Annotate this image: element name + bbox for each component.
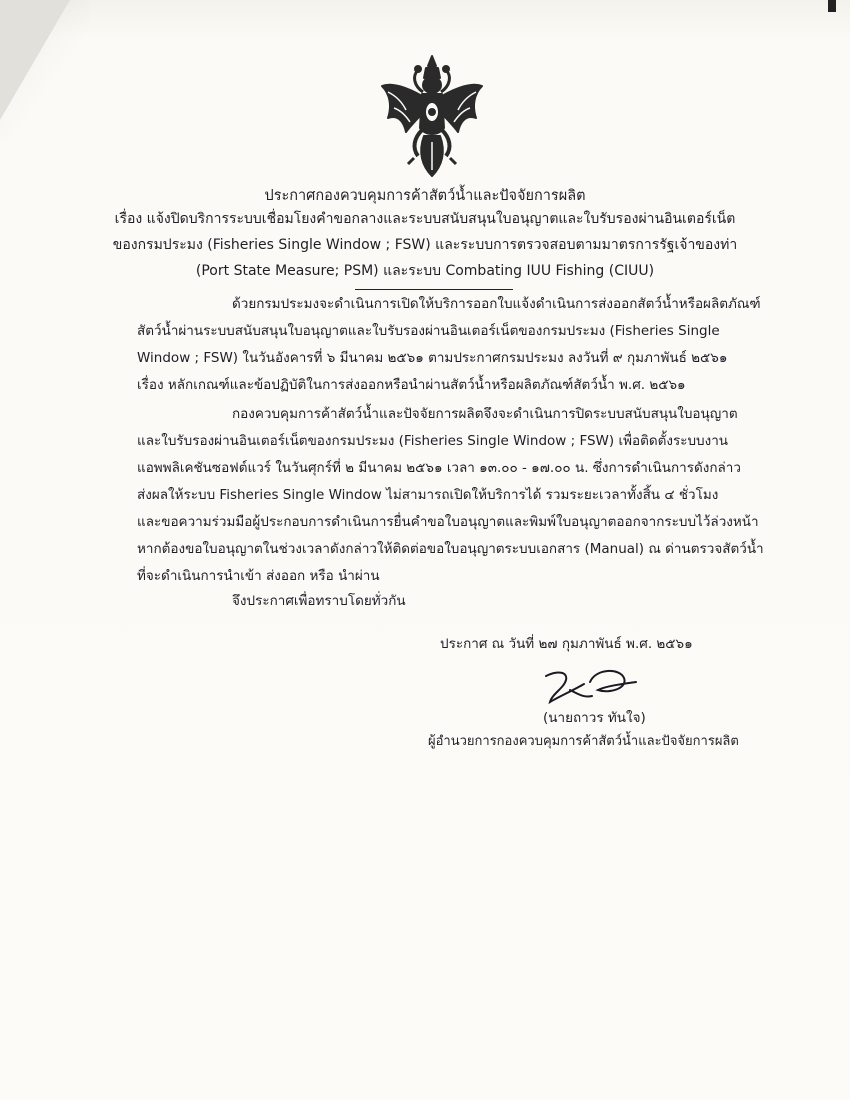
subject-line: (Port State Measure; PSM) และระบบ Combating IUU Fishing (CIUU) <box>195 263 655 279</box>
paragraph-line: เรื่อง หลักเกณฑ์และข้อปฏิบัติในการส่งออกหรือนำผ่านสัตว์น้ำหรือผลิตภัณฑ์สัตว์น้ำ พ.ศ. ๒๕๖๑ <box>137 377 686 393</box>
paragraph-line: ที่จะดำเนินการนำเข้า ส่งออก หรือ นำผ่าน <box>137 568 380 584</box>
handwritten-signature <box>540 660 640 708</box>
scan-edge-mark <box>828 0 836 12</box>
paragraph-line: หากต้องขอใบอนุญาตในช่วงเวลาดังกล่าวให้ติดต่อขอใบอนุญาตระบบเอกสาร (Manual) ณ ด่านตรวจสัตว์น้ำ <box>137 541 764 557</box>
signer-name: (นายถาวร ทันใจ) <box>543 710 646 726</box>
paragraph-line: แอพพลิเคชันซอฟต์แวร์ ในวันศุกร์ที่ ๒ มีนาคม ๒๕๖๑ เวลา ๑๓.๐๐ - ๑๗.๐๐ น. ซึ่งการดำเนินการดังกล่าว <box>137 460 741 476</box>
subject-line: เรื่อง แจ้งปิดบริการระบบเชื่อมโยงคำขอกลางและระบบสนับสนุนใบอนุญาตและใบรับรองผ่านอินเตอร์เน็ต <box>114 211 736 227</box>
announcement-title: ประกาศกองควบคุมการค้าสัตว์น้ำและปัจจัยการผลิต <box>264 188 586 204</box>
title-divider <box>355 289 513 290</box>
paragraph-line: Window ; FSW) ในวันอังคารที่ ๖ มีนาคม ๒๕๖๑ ตามประกาศกรมประมง ลงวันที่ ๙ กุมภาพันธ์ ๒๕๖๑ <box>137 350 728 366</box>
body-paragraph-2 <box>137 401 762 590</box>
paragraph-line: สัตว์น้ำผ่านระบบสนับสนุนใบอนุญาตและใบรับรองผ่านอินเตอร์เน็ตของกรมประมง (Fisheries Single <box>137 323 720 339</box>
subject-line: ของกรมประมง (Fisheries Single Window ; FSW) และระบบการตรวจสอบตามมาตรการรัฐเจ้าของท่า <box>112 237 738 253</box>
paragraph-line: และขอความร่วมมือผู้ประกอบการดำเนินการยื่นคำขอใบอนุญาตและพิมพ์ใบอนุญาตออกจากระบบไว้ล่วงหน้า <box>137 514 759 530</box>
announcement-subject <box>0 206 850 284</box>
closing-statement: จึงประกาศเพื่อทราบโดยทั่วกัน <box>232 593 406 609</box>
signer-position: ผู้อำนวยการกองควบคุมการค้าสัตว์น้ำและปัจจัยการผลิต <box>428 734 739 749</box>
paragraph-line: กองควบคุมการค้าสัตว์น้ำและปัจจัยการผลิตจึงจะดำเนินการปิดระบบสนับสนุนใบอนุญาต <box>232 406 738 422</box>
folded-corner <box>0 0 70 120</box>
paragraph-line: ด้วยกรมประมงจะดำเนินการเปิดให้บริการออกใบแจ้งดำเนินการส่งออกสัตว์น้ำหรือผลิตภัณฑ์ <box>232 296 761 312</box>
announcement-date: ประกาศ ณ วันที่ ๒๗ กุมภาพันธ์ พ.ศ. ๒๕๖๑ <box>440 636 693 652</box>
body-paragraph-1 <box>137 291 762 399</box>
paragraph-line: ส่งผลให้ระบบ Fisheries Single Window ไม่สามารถเปิดให้บริการได้ รวมระยะเวลาทั้งสิ้น ๔ ชั่วโมง <box>137 487 719 503</box>
garuda-emblem-icon <box>378 52 486 182</box>
paragraph-line: และใบรับรองผ่านอินเตอร์เน็ตของกรมประมง (Fisheries Single Window ; FSW) เพื่อติดตั้งระบบงาน <box>137 433 729 449</box>
